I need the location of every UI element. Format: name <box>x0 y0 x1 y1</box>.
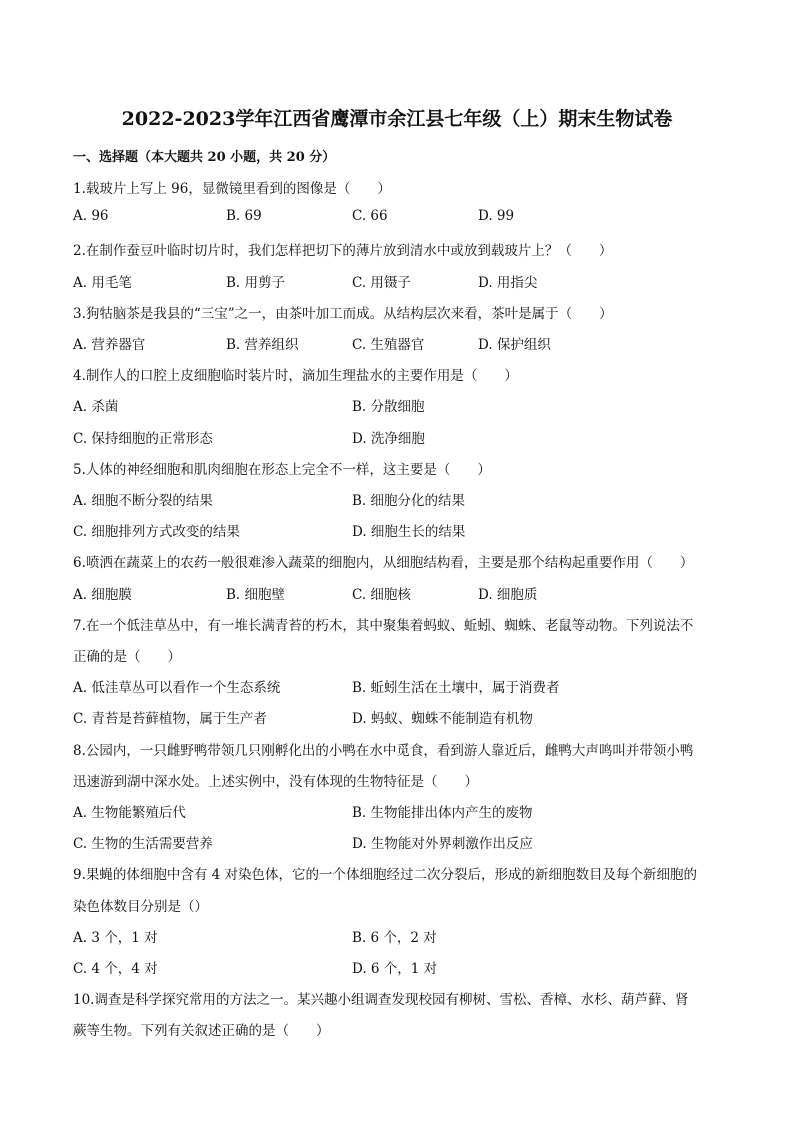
exam-title: 2022-2023学年江西省鹰潭市余江县七年级（上）期末生物试卷 <box>121 108 673 130</box>
question-4-option-c: C. 保持细胞的正常形态 <box>73 430 213 447</box>
question-10-stem: 蕨等生物。下列有关叙述正确的是（ ） <box>73 1023 330 1040</box>
question-9-option-c: C. 4 个，4 对 <box>73 961 158 977</box>
question-7-stem: 7.在一个低洼草丛中，有一堆长满青苔的朽木，其中聚集着蚂蚁、蚯蚓、蜘蛛、老鼠等动物。下列说法不 <box>73 617 694 634</box>
question-7-option-d: D. 蚂蚁、蜘蛛不能制造有机物 <box>352 711 533 728</box>
question-4-option-b: B. 分散细胞 <box>352 399 425 416</box>
question-1-option-b: B. 69 <box>226 208 262 225</box>
question-8-option-a: A. 生物能繁殖后代 <box>73 805 186 821</box>
question-2-stem: 2.在制作蚕豆叶临时切片时，我们怎样把切下的薄片放到清水中或放到载玻片上？（ ） <box>73 243 613 260</box>
question-2-option-c: C. 用镊子 <box>352 274 411 291</box>
question-1-stem: 1.载玻片上写上 96，显微镜里看到的图像是（ ） <box>73 181 391 197</box>
question-9-stem: 9.果蝇的体细胞中含有 4 对染色体，它的一个体细胞经过二次分裂后，形成的新细胞数目及每个新细胞的 <box>73 867 698 884</box>
question-7-option-a: A. 低洼草丛可以看作一个生态系统 <box>73 680 281 697</box>
question-6-option-d: D. 细胞质 <box>478 586 538 603</box>
question-4-option-d: D. 洗净细胞 <box>352 430 425 447</box>
question-3-option-a: A. 营养器官 <box>73 337 146 353</box>
question-4-stem: 4.制作人的口腔上皮细胞临时装片时，滴加生理盐水的主要作用是（ ） <box>73 368 518 385</box>
question-8-option-d: D. 生物能对外界刺激作出反应 <box>352 836 533 853</box>
question-9-option-d: D. 6 个，1 对 <box>352 961 438 977</box>
question-9-option-a: A. 3 个，1 对 <box>73 929 158 946</box>
question-3-option-b: B. 营养组织 <box>226 337 299 353</box>
question-8-stem: 8.公园内，一只雌野鸭带领几只刚孵化出的小鸭在水中觅食，看到游人靠近后，雌鸭大声鸣叫并带领小鸭 <box>73 742 694 759</box>
section-heading: 一、选择题（本大题共 20 小题，共 20 分） <box>73 150 336 165</box>
question-4-option-a: A. 杀菌 <box>73 399 119 416</box>
question-9-option-b: B. 6 个，2 对 <box>352 929 437 946</box>
question-7-option-b: B. 蚯蚓生活在土壤中，属于消费者 <box>352 680 560 697</box>
question-8-stem: 迅速游到湖中深水处。上述实例中，没有体现的生物特征是（ ） <box>73 773 478 790</box>
question-2-option-a: A. 用毛笔 <box>73 274 132 291</box>
question-1-option-c: C. 66 <box>352 208 388 225</box>
question-3-option-d: D. 保护组织 <box>478 337 551 353</box>
question-5-option-b: B. 细胞分化的结果 <box>352 493 466 509</box>
question-5-option-a: A. 细胞不断分裂的结果 <box>73 493 213 509</box>
question-10-stem: 10.调查是科学探究常用的方法之一。某兴趣小组调查发现校园有柳树、雪松、香樟、水杉、葫芦藓、肾 <box>73 992 689 1009</box>
question-5-option-c: C. 细胞排列方式改变的结果 <box>73 524 240 541</box>
question-3-stem: 3.狗牯脑茶是我县的“三宝”之一，由茶叶加工而成。从结构层次来看，茶叶是属于（ ） <box>73 305 613 322</box>
question-1-option-d: D. 99 <box>478 208 515 225</box>
question-5-stem: 5.人体的神经细胞和肌肉细胞在形态上完全不一样，这主要是（ ） <box>73 461 491 478</box>
question-9-stem: 染色体数目分别是（） <box>73 898 208 915</box>
question-5-option-d: D. 细胞生长的结果 <box>352 524 466 541</box>
question-2-option-b: B. 用剪子 <box>226 274 286 291</box>
question-6-option-b: B. 细胞壁 <box>226 586 286 603</box>
question-8-option-c: C. 生物的生活需要营养 <box>73 836 213 853</box>
question-7-option-c: C. 青苔是苔藓植物，属于生产者 <box>73 711 267 728</box>
question-8-option-b: B. 生物能排出体内产生的废物 <box>352 805 533 821</box>
question-2-option-d: D. 用指尖 <box>478 274 538 291</box>
question-6-option-c: C. 细胞核 <box>352 586 411 603</box>
question-1-option-a: A. 96 <box>73 208 109 225</box>
question-3-option-c: C. 生殖器官 <box>352 337 425 353</box>
question-6-option-a: A. 细胞膜 <box>73 586 132 603</box>
question-7-stem: 正确的是（ ） <box>73 649 181 665</box>
question-6-stem: 6.喷洒在蔬菜上的农药一般很难渗入蔬菜的细胞内，从细胞结构看，主要是那个结构起重要作用（ ） <box>73 555 694 572</box>
